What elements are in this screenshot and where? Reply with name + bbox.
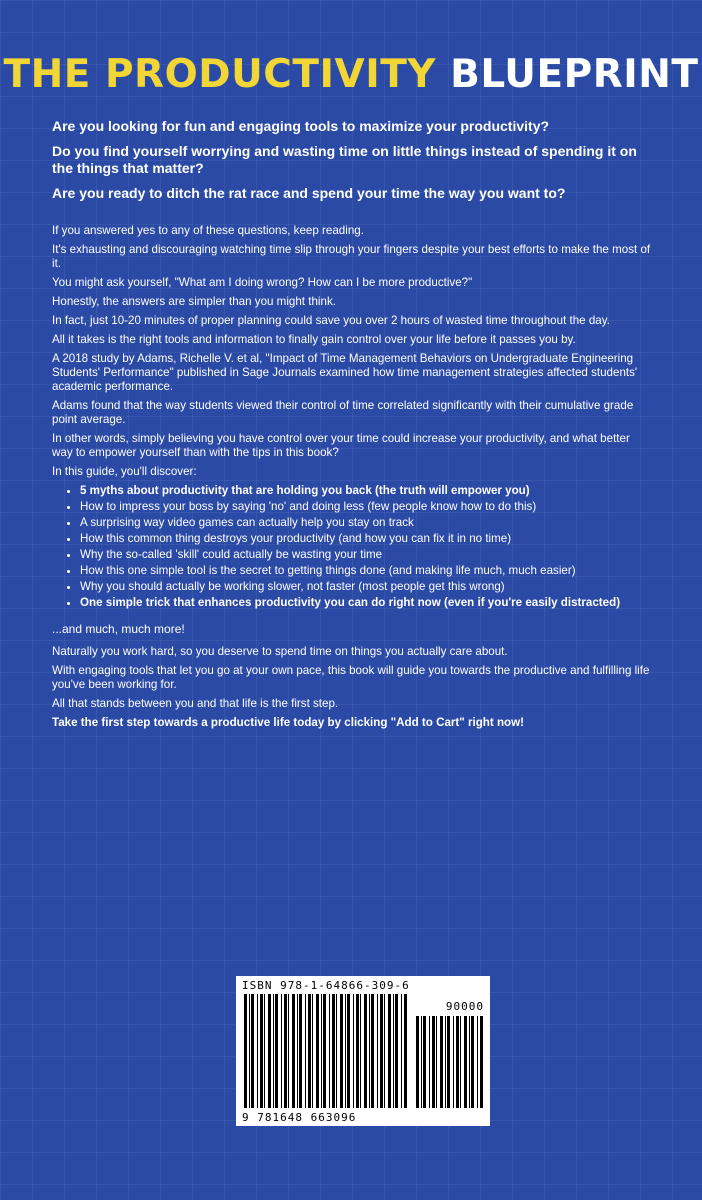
- closing-paragraph: Naturally you work hard, so you deserve to spend time on things you actually care about.: [52, 645, 508, 658]
- list-item: • 5 myths about productivity that are holding you back (the truth will empower you): [80, 484, 652, 498]
- barcode-bars: [236, 976, 490, 1126]
- question-1: Are you looking for fun and engaging tools to maximize your productivity?: [52, 118, 550, 134]
- price-code: 90000: [445, 1000, 484, 1013]
- blurb: [52, 118, 652, 735]
- discover-list: [52, 484, 652, 610]
- list-item: • How to impress your boss by saying 'no' and doing less (few people know how to do this): [80, 500, 652, 514]
- paragraph: All it takes is the right tools and information to finally gain control over your life before it passes you by.: [52, 333, 576, 346]
- call-to-action: Take the first step towards a productive life today by clicking "Add to Cart" right now!: [52, 716, 525, 729]
- question-2: Do you find yourself worrying and wasting time on little things instead of spending it on the things that matter?: [52, 143, 637, 176]
- paragraph: Honestly, the answers are simpler than you might think.: [52, 295, 336, 308]
- list-item: • How this common thing destroys your productivity (and how you can fix it in no time): [80, 532, 652, 546]
- paragraph: A 2018 study by Adams, Richelle V. et al, "Impact of Time Management Behaviors on Undergraduate Engineering Students' Performance" published in Sage Journals examined how time management strategies affected students' academic performance.: [52, 352, 638, 393]
- list-item: • Why you should actually be working slower, not faster (most people get this wrong): [80, 580, 652, 594]
- paragraph: In this guide, you'll discover:: [52, 465, 197, 478]
- isbn-label: ISBN 978-1-64866-309-6: [242, 979, 410, 992]
- and-more: ...and much, much more!: [52, 622, 185, 636]
- paragraph: In other words, simply believing you have control over your time could increase your productivity, and what better way to empower yourself than with the tips in this book?: [52, 432, 630, 459]
- isbn-barcode: [236, 976, 490, 1126]
- paragraph: It's exhausting and discouraging watching time slip through your fingers despite your best efforts to make the most of it.: [52, 243, 651, 270]
- list-item: • One simple trick that enhances productivity you can do right now (even if you're easily distracted): [80, 596, 652, 610]
- list-item: • How this one simple tool is the secret to getting things done (and making life much, much easier): [80, 564, 652, 578]
- closing-paragraph: With engaging tools that let you go at your own pace, this book will guide you towards the productive and fulfilling life you've been working for.: [52, 664, 650, 691]
- paragraph: In fact, just 10-20 minutes of proper planning could save you over 2 hours of wasted time throughout the day.: [52, 314, 610, 327]
- title-part-1: THE PRODUCTIVITY: [3, 52, 437, 97]
- book-title: [0, 52, 702, 97]
- closing-paragraph: All that stands between you and that life is the first step.: [52, 697, 339, 710]
- list-item: • A surprising way video games can actually help you stay on track: [80, 516, 652, 530]
- title-part-2: BLUEPRINT: [450, 52, 699, 97]
- paragraph: If you answered yes to any of these questions, keep reading.: [52, 224, 364, 237]
- list-item: • Why the so-called 'skill' could actually be wasting your time: [80, 548, 652, 562]
- paragraph: You might ask yourself, "What am I doing wrong? How can I be more productive?": [52, 276, 473, 289]
- ean-digits: 9 781648 663096: [242, 1111, 357, 1124]
- question-3: Are you ready to ditch the rat race and spend your time the way you want to?: [52, 185, 566, 201]
- paragraph: Adams found that the way students viewed their control of time correlated significantly with their cumulative grade point average.: [52, 399, 634, 426]
